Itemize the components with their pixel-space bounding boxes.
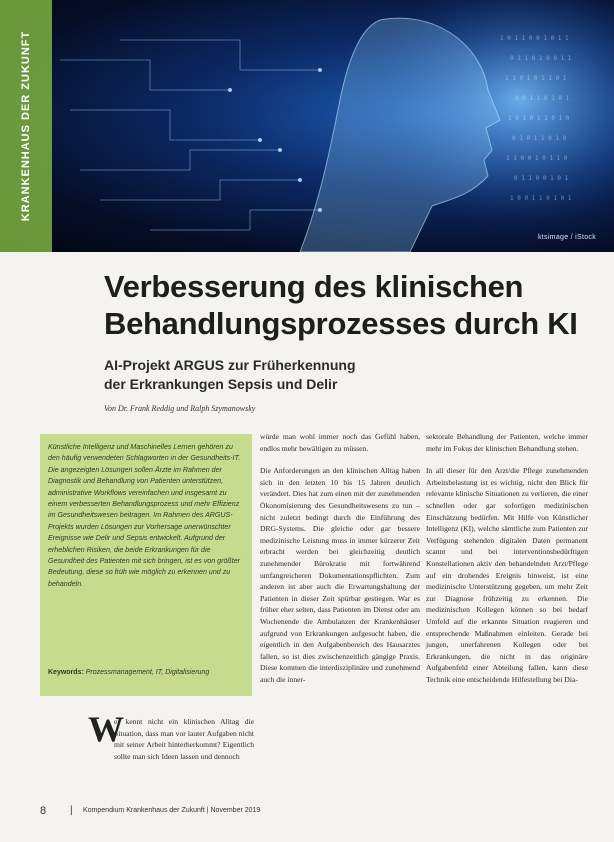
hero-image <box>0 0 614 252</box>
keywords <box>48 667 244 678</box>
svg-text:1 0 0 1 1 0 1 0 1: 1 0 0 1 1 0 1 0 1 <box>510 195 572 202</box>
body-paragraph: sektorale Behandlung der Patienten, welche immer mehr im Fokus der klinischen Behandlung stehen. <box>426 432 588 453</box>
svg-text:1 1 0 1 0 1 1 0 1: 1 1 0 1 0 1 1 0 1 <box>505 75 567 82</box>
body-column-1 <box>88 709 254 762</box>
page-footer <box>40 805 588 819</box>
image-credit: ktsimage / iStock <box>537 234 596 241</box>
keywords-list: Prozessmanagement, IT, Digitalisierung <box>85 668 210 676</box>
article-title <box>104 268 584 342</box>
ai-face-illustration <box>0 0 614 252</box>
subtitle-line-1: AI-Projekt ARGUS zur Früherkennung <box>104 357 356 373</box>
svg-text:0 1 0 1 1 0 1 0: 0 1 0 1 1 0 1 0 <box>512 135 567 142</box>
body-column-3 <box>426 431 588 685</box>
page-number: 8 <box>40 805 47 817</box>
keywords-label: Keywords: <box>48 668 84 676</box>
byline: Von Dr. Frank Reddig und Ralph Szymanowsky <box>104 404 256 413</box>
body-paragraph: Die Anforderungen an den klinischen Alltag haben sich in den letzten 10 bis 15 Jahren deutlich verändert. Dies hat zum einen mit der zunehmenden Ökonomisierung des Gesundheitswesens zu tun – nicht zuletzt bedingt durch die Einführung des DRG-Systems. Die gleiche oder gar bessere medizinische Leistung muss in immer kürzerer Zeit erbracht werden bei gleichzeitig deutlich zunehmender Bürokratie mit fortwährend umfangreicheren Dokumentationspflichten. Zum anderen ist aber auch die Erwartungshaltung der Patienten in dieser Zeit spürbar gestiegen. War es früher eher selten, dass Patienten im Dienst oder am Wochenende die Ambulanzen der Krankenhäuser aufgrund von Erkrankungen aufgesucht haben, die eigentlich in den Aufgabenbereich des Hausarztes fallen, so ist dies zwischenzeitlich gängige Praxis. Diese kommen die interdisziplinäre und zunehmend auch die inner- <box>260 466 420 684</box>
svg-text:1 0 1 0 1 1 0 1 0: 1 0 1 0 1 1 0 1 0 <box>508 115 570 122</box>
section-band <box>0 0 52 252</box>
svg-text:0 1 1 0 0 1 0 1: 0 1 1 0 0 1 0 1 <box>514 175 569 182</box>
abstract-text: Künstliche Intelligenz und Maschinelles Lernen gehören zu den häufig verwendeten Schlagworten in der Gesundheits-IT. Die angezeigten Lösungen sollen Ärzte im Rahmen der Diagnostik und Behandlung von Patienten unterstützen, administrative Workflows vereinfachen und insgesamt zu einem verbesserten Behandlungsprozess und mehr Effizienz im Gesundheitswesen beitragen. Im Rahmen des ARGUS-Projekts wurden Lösungen zur Vorhersage unerwünschter Ereignisse wie Delir und Sepsis entwickelt. Aufgrund der erheblichen Risiken, die beide Erkrankungen für die Gesundheit des Patienten mit sich bringen, ist es von größter Bedeutung, diese so früh wie möglich zu erkennen und zu behandeln. <box>48 443 241 588</box>
drop-cap: W <box>88 709 124 749</box>
footer-separator: | <box>70 805 73 816</box>
svg-text:0 1 1 0 1 0 0 1 1: 0 1 1 0 1 0 0 1 1 <box>510 55 572 62</box>
body-paragraph: er kennt nicht ein klinischen Alltag die Situation, dass man vor lauter Aufgaben nicht mit seiner Arbeit hinterherkommt? Eigentlich sollte man sich Ideen lassen und dennoch <box>114 717 254 761</box>
article-subtitle <box>104 356 524 394</box>
abstract-box <box>40 434 252 696</box>
publication-info: Kompendium Krankenhaus der Zukunft | November 2019 <box>83 807 261 814</box>
body-paragraph: würde man wohl immer noch das Gefühl haben, endlos mehr bewältigen zu müssen. <box>260 432 420 453</box>
svg-text:0 0 1 1 0 1 0 1: 0 0 1 1 0 1 0 1 <box>515 95 570 102</box>
section-label: KRANKENHAUS DER ZUKUNFT <box>20 30 32 222</box>
svg-text:1 0 1 1 0 0 1 0 1 1: 1 0 1 1 0 0 1 0 1 1 <box>500 35 569 42</box>
title-line-2: Behandlungsprozesses durch KI <box>104 306 578 341</box>
subtitle-line-2: der Erkrankungen Sepsis und Delir <box>104 376 338 392</box>
svg-text:1 1 0 0 1 0 1 1 0: 1 1 0 0 1 0 1 1 0 <box>506 155 568 162</box>
body-paragraph: In all dieser für den Arzt/die Pflege zunehmenden Arbeitsbelastung ist es wichtig, nicht den Blick für relevante klinische Situationen zu verlieren, die einer schnellen oder gar sofortigen medizinischen Einschätzung bedürfen. Mit Hilfe von Künstlicher Intelligenz (KI), welche sämtliche zum Patienten zur Verfügung stehenden digitalen Daten permanent scannt und bei interventionsbedürftigen Konstellationen aktiv den behandelnden Arzt/Pflege auf ein drohendes Ereignis hinweist, ist eine medizinische Unterstützung gegeben, um mehr Zeit zur Diagnose frühzeitig zu erkennen. Die medizinischen Kollegen können so bei bedarf Umfeld auf die erkannte Situation reagieren und entsprechende Maßnahmen einleiten. Gerade bei jungen, unerfahrenen Kollegen oder bei Erkrankungen, die nicht in das originäre Aufgabenfeld einer Abteilung fallen, kann diese Technik eine entscheidende Hilfestellung bei Dia- <box>426 466 588 684</box>
title-line-1: Verbesserung des klinischen <box>104 269 524 304</box>
body-column-2 <box>260 431 420 685</box>
